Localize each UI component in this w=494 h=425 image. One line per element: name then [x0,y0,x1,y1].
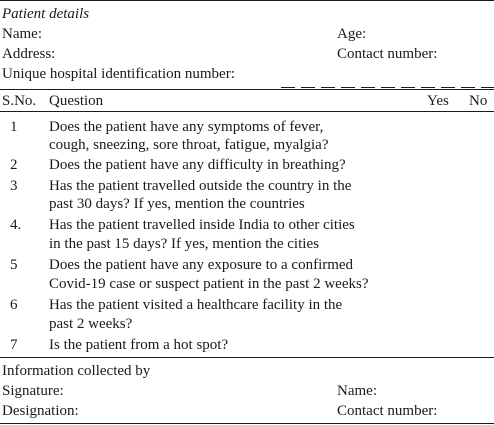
table-bottom-rule [0,357,494,358]
row-number: 2 [10,157,18,173]
question-line: Has the patient visited a healthcare facility in the [49,297,343,313]
collector-name-label: Name: [337,383,377,399]
designation-label: Designation: [2,403,79,419]
question-line: past 30 days? If yes, mention the countries [49,196,305,212]
table-top-rule [0,89,494,90]
info-collected-heading: Information collected by [2,363,151,379]
header-sno: S.No. [2,93,37,109]
patient-details-heading: Patient details [2,6,90,22]
uhid-blank-dashes [281,87,494,88]
name-label: Name: [2,26,42,42]
question-line: Does the patient have any difficulty in breathing? [49,157,346,173]
question-line: Does the patient have any symptoms of fever, [49,119,324,135]
bottom-border [0,423,494,424]
age-label: Age: [337,26,367,42]
question-line: Does the patient have any exposure to a confirmed [49,257,354,273]
header-no: No [469,93,488,109]
row-number: 4. [10,217,22,233]
address-label: Address: [2,46,56,62]
top-border [0,0,494,1]
table-header-rule [0,111,494,112]
question-line: in the past 15 days? If yes, mention the cities [49,236,319,252]
header-question: Question [49,93,104,109]
row-number: 5 [10,257,18,273]
header-yes: Yes [427,93,449,109]
question-line: Covid-19 case or suspect patient in the past 2 weeks? [49,276,369,292]
uhid-label: Unique hospital identification number: [2,66,235,82]
collector-contact-label: Contact number: [337,403,438,419]
question-line: past 2 weeks? [49,316,133,332]
question-line: Has the patient travelled outside the country in the [49,178,352,194]
row-number: 7 [10,337,18,353]
question-line: Has the patient travelled inside India to other cities [49,217,355,233]
question-line: cough, sneezing, sore throat, fatigue, myalgia? [49,137,329,153]
row-number: 3 [10,178,18,194]
contact-number-label: Contact number: [337,46,438,62]
question-line: Is the patient from a hot spot? [49,337,229,353]
signature-label: Signature: [2,383,64,399]
row-number: 1 [10,119,18,135]
row-number: 6 [10,297,18,313]
